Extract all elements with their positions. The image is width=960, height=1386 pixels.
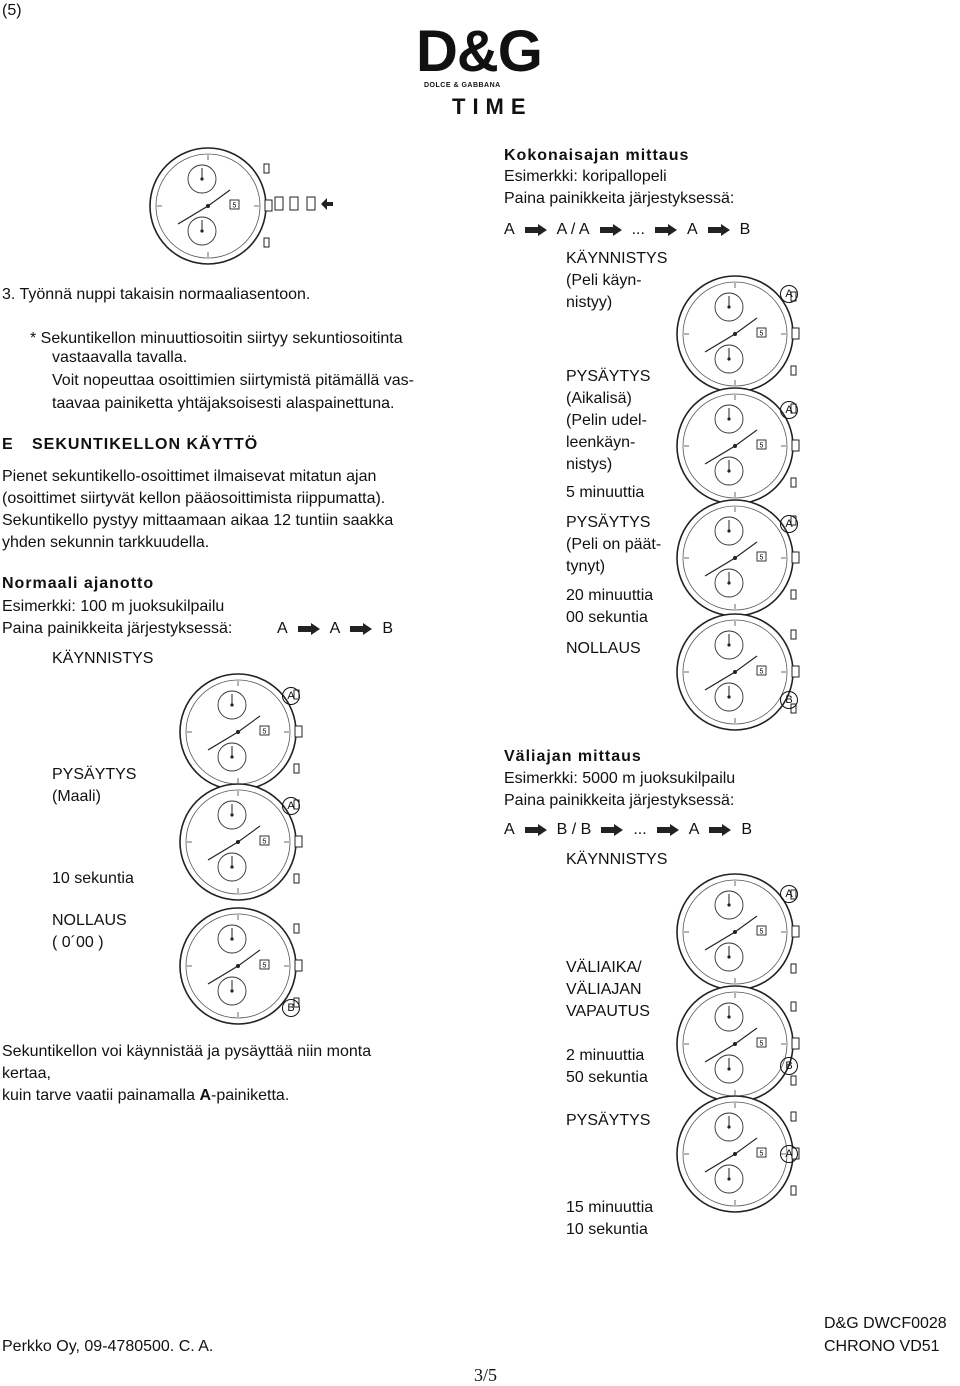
total-stop-3: (Pelin udel- xyxy=(566,412,647,429)
total-t2-2: 00 sekuntia xyxy=(566,609,648,626)
total-stop-5: nistys) xyxy=(566,456,613,473)
total-t2-1: 20 minuuttia xyxy=(566,587,654,604)
normal-sequence xyxy=(277,618,393,640)
normal-title: Normaali ajanotto xyxy=(2,575,155,592)
arrow-right-icon xyxy=(525,824,547,836)
button-a-icon: A xyxy=(282,797,300,815)
arrow-right-icon xyxy=(601,824,623,836)
dg-logo-time: TIME xyxy=(452,94,533,119)
seq-button-b: B xyxy=(382,620,394,637)
total-start-2: (Peli käyn- xyxy=(566,272,642,289)
total-stop2-1: PYSÄYTYS xyxy=(566,514,651,531)
button-a-icon: A xyxy=(780,401,798,419)
total-press: Paina painikkeita järjestyksessä: xyxy=(504,190,735,207)
button-b-icon: B xyxy=(282,999,300,1017)
normal-stop-finish: (Maali) xyxy=(52,788,101,805)
button-b-icon: B xyxy=(780,1057,798,1075)
total-stop-4: leenkäyn- xyxy=(566,434,636,451)
split-t1-2: 50 sekuntia xyxy=(566,1069,648,1086)
normal-example: Esimerkki: 100 m juoksukilpailu xyxy=(2,598,225,615)
split-title: Väliajan mittaus xyxy=(504,748,642,765)
arrow-right-icon xyxy=(350,623,372,635)
bottom-note-1: Sekuntikellon voi käynnistää ja pysäyttää niin monta xyxy=(2,1043,372,1060)
normal-stop: PYSÄYTYS xyxy=(52,766,137,783)
split-stop: PYSÄYTYS xyxy=(566,1112,651,1129)
total-sequence: A A / A ... A B xyxy=(504,221,751,238)
arrow-right-icon xyxy=(709,824,731,836)
note-line-2: vastaavalla tavalla. xyxy=(52,349,188,366)
intro-line-1: Pienet sekuntikello-osoittimet ilmaisevat mitatun ajan xyxy=(2,468,377,485)
footer-code-2: CHRONO VD51 xyxy=(824,1338,940,1355)
split-example: Esimerkki: 5000 m juoksukilpailu xyxy=(504,770,736,787)
total-reset: NOLLAUS xyxy=(566,640,641,657)
watch-illustration-total-reset xyxy=(675,612,800,732)
total-example: Esimerkki: koripallopeli xyxy=(504,168,667,185)
step-3-text: 3. Työnnä nuppi takaisin normaaliasentoon. xyxy=(2,286,311,303)
footer-code-1: D&G DWCF0028 xyxy=(824,1315,947,1332)
footer-page-number: 3/5 xyxy=(474,1365,498,1385)
normal-start: KÄYNNISTYS xyxy=(52,650,154,667)
arrow-right-icon xyxy=(657,824,679,836)
button-a-icon: A xyxy=(780,515,798,533)
button-a-icon: A xyxy=(780,285,798,303)
arrow-right-icon xyxy=(655,224,677,236)
dg-logo: D&G xyxy=(416,19,542,84)
split-lap-3: VAPAUTUS xyxy=(566,1003,650,1020)
button-a-icon: A xyxy=(780,885,798,903)
split-t2-1: 15 minuuttia xyxy=(566,1199,654,1216)
footer-company: Perkko Oy, 09-4780500. C. A. xyxy=(2,1338,214,1355)
section-e-title: SEKUNTIKELLON KÄYTTÖ xyxy=(32,436,259,453)
watch-illustration-crown xyxy=(148,146,273,266)
split-t1-1: 2 minuuttia xyxy=(566,1047,645,1064)
normal-reset-value: ( 0´00 ) xyxy=(52,934,104,951)
crown-positions-icon xyxy=(273,194,333,214)
total-start-3: nistyy) xyxy=(566,294,613,311)
arrow-right-icon xyxy=(525,224,547,236)
arrow-right-icon xyxy=(708,224,730,236)
split-press: Paina painikkeita järjestyksessä: xyxy=(504,792,735,809)
normal-press: Paina painikkeita järjestyksessä: xyxy=(2,620,233,637)
normal-time: 10 sekuntia xyxy=(52,870,134,887)
note-line-4: taavaa painiketta yhtäjaksoisesti alaspainettuna. xyxy=(52,395,395,412)
total-title: Kokonaisajan mittaus xyxy=(504,147,690,164)
total-stop2-3: tynyt) xyxy=(566,558,606,575)
split-start: KÄYNNISTYS xyxy=(566,851,668,868)
total-start-1: KÄYNNISTYS xyxy=(566,250,668,267)
seq-button-a: A xyxy=(329,620,341,637)
split-lap-2: VÄLIAJAN xyxy=(566,981,642,998)
section-e-letter: E xyxy=(2,436,14,453)
arrow-right-icon xyxy=(600,224,622,236)
intro-line-3: Sekuntikello pystyy mittaamaan aikaa 12 tuntiin saakka xyxy=(2,512,394,529)
split-sequence: A B / B ... A B xyxy=(504,821,753,838)
arrow-right-icon xyxy=(298,623,320,635)
button-a-icon: A xyxy=(282,687,300,705)
total-stop-1: PYSÄYTYS xyxy=(566,368,651,385)
button-b-icon: B xyxy=(780,691,798,709)
button-a-icon: A xyxy=(780,1145,798,1163)
watch-illustration-split-lap xyxy=(675,984,800,1104)
normal-reset: NOLLAUS xyxy=(52,912,127,929)
split-t2-2: 10 sekuntia xyxy=(566,1221,648,1238)
split-lap-1: VÄLIAIKA/ xyxy=(566,959,642,976)
bottom-note-2: kertaa, xyxy=(2,1065,51,1082)
note-line-3: Voit nopeuttaa osoittimien siirtymistä pitämällä vas- xyxy=(52,372,414,389)
intro-line-4: yhden sekunnin tarkkuudella. xyxy=(2,534,210,551)
dg-logo-sub: DOLCE & GABBANA xyxy=(424,82,501,89)
total-stop2-2: (Peli on päät- xyxy=(566,536,662,553)
note-line-1: * Sekuntikellon minuuttiosoitin siirtyy sekuntiosoitinta xyxy=(30,330,403,347)
seq-button-a: A xyxy=(277,620,288,637)
page-marker: (5) xyxy=(2,2,22,19)
total-t1: 5 minuuttia xyxy=(566,484,645,501)
intro-line-2: (osoittimet siirtyvät kellon pääosoittimista riippumatta). xyxy=(2,490,386,507)
total-stop-2: (Aikalisä) xyxy=(566,390,632,407)
bottom-note-3: kuin tarve vaatii painamalla A-painiketta. xyxy=(2,1087,290,1104)
